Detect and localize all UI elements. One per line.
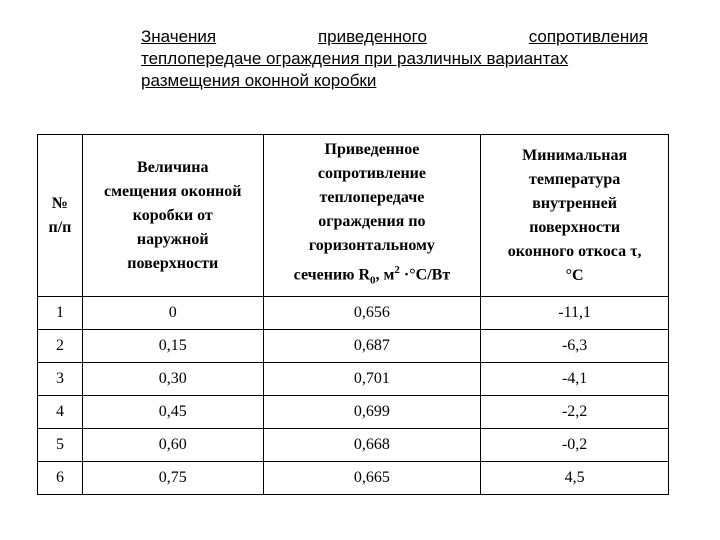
cell-resistance: 0,656 (263, 297, 481, 330)
cell-offset: 0,60 (82, 429, 263, 462)
table-row (38, 363, 669, 396)
title-word: Значения (141, 27, 217, 46)
units-mid: , м (375, 266, 395, 284)
header-line: наружной (136, 230, 209, 248)
header-line: внутренней (532, 194, 617, 212)
cell-number: 2 (38, 330, 83, 363)
header-resistance (263, 135, 481, 297)
title-line-1 (141, 26, 648, 48)
cell-resistance: 0,701 (263, 363, 481, 396)
header-row (38, 135, 669, 297)
cell-resistance: 0,687 (263, 330, 481, 363)
cell-temperature: -0,2 (481, 429, 669, 462)
header-line: оконного откоса τ, (507, 242, 642, 260)
title-line-3: размещения оконной коробки (141, 71, 377, 90)
header-temperature (481, 135, 669, 297)
header-line: поверхности (529, 218, 621, 236)
header-line: п/п (48, 218, 72, 236)
cell-temperature: -4,1 (481, 363, 669, 396)
units-superscript: 2 (394, 264, 400, 277)
header-offset (82, 135, 263, 297)
cell-resistance: 0,665 (263, 462, 481, 495)
header-line: ограждения по (318, 213, 426, 231)
header-line: Минимальная (522, 146, 628, 164)
cell-number: 6 (38, 462, 83, 495)
header-line: теплопередаче (319, 189, 425, 207)
units-prefix: сечению R (293, 266, 370, 284)
cell-number: 1 (38, 297, 83, 330)
cell-number: 3 (38, 363, 83, 396)
table-row (38, 462, 669, 495)
cell-offset: 0,75 (82, 462, 263, 495)
document-title (141, 26, 648, 92)
cell-resistance: 0,668 (263, 429, 481, 462)
cell-offset: 0,45 (82, 396, 263, 429)
cell-temperature: -11,1 (481, 297, 669, 330)
cell-resistance: 0,699 (263, 396, 481, 429)
cell-number: 5 (38, 429, 83, 462)
header-line: смещения оконной (104, 182, 242, 200)
units-subscript: 0 (370, 274, 376, 287)
cell-temperature: -6,3 (481, 330, 669, 363)
cell-temperature: 4,5 (481, 462, 669, 495)
title-word: приведенного (317, 27, 427, 46)
header-line: температура (529, 170, 621, 188)
title-word: сопротивления (528, 27, 648, 46)
cell-temperature: -2,2 (481, 396, 669, 429)
header-line: поверхности (127, 254, 219, 272)
header-line: Величина (137, 158, 209, 176)
data-table (37, 134, 669, 495)
header-line: № (51, 194, 68, 212)
header-line: сопротивление (317, 165, 426, 183)
header-line-units (264, 258, 481, 293)
cell-number: 4 (38, 396, 83, 429)
table-row (38, 429, 669, 462)
cell-offset: 0,30 (82, 363, 263, 396)
table-row (38, 297, 669, 330)
table-row (38, 396, 669, 429)
title-line-2: теплопередаче ограждения при различных вариантах (141, 49, 569, 68)
table-row (38, 330, 669, 363)
header-line: горизонтальному (308, 237, 435, 255)
header-line: °С (565, 266, 584, 284)
cell-offset: 0 (82, 297, 263, 330)
header-line: Приведенное (324, 141, 420, 159)
cell-offset: 0,15 (82, 330, 263, 363)
units-suffix: ·°С/Вт (399, 266, 451, 284)
header-line: коробки от (132, 206, 213, 224)
header-number (38, 135, 83, 297)
